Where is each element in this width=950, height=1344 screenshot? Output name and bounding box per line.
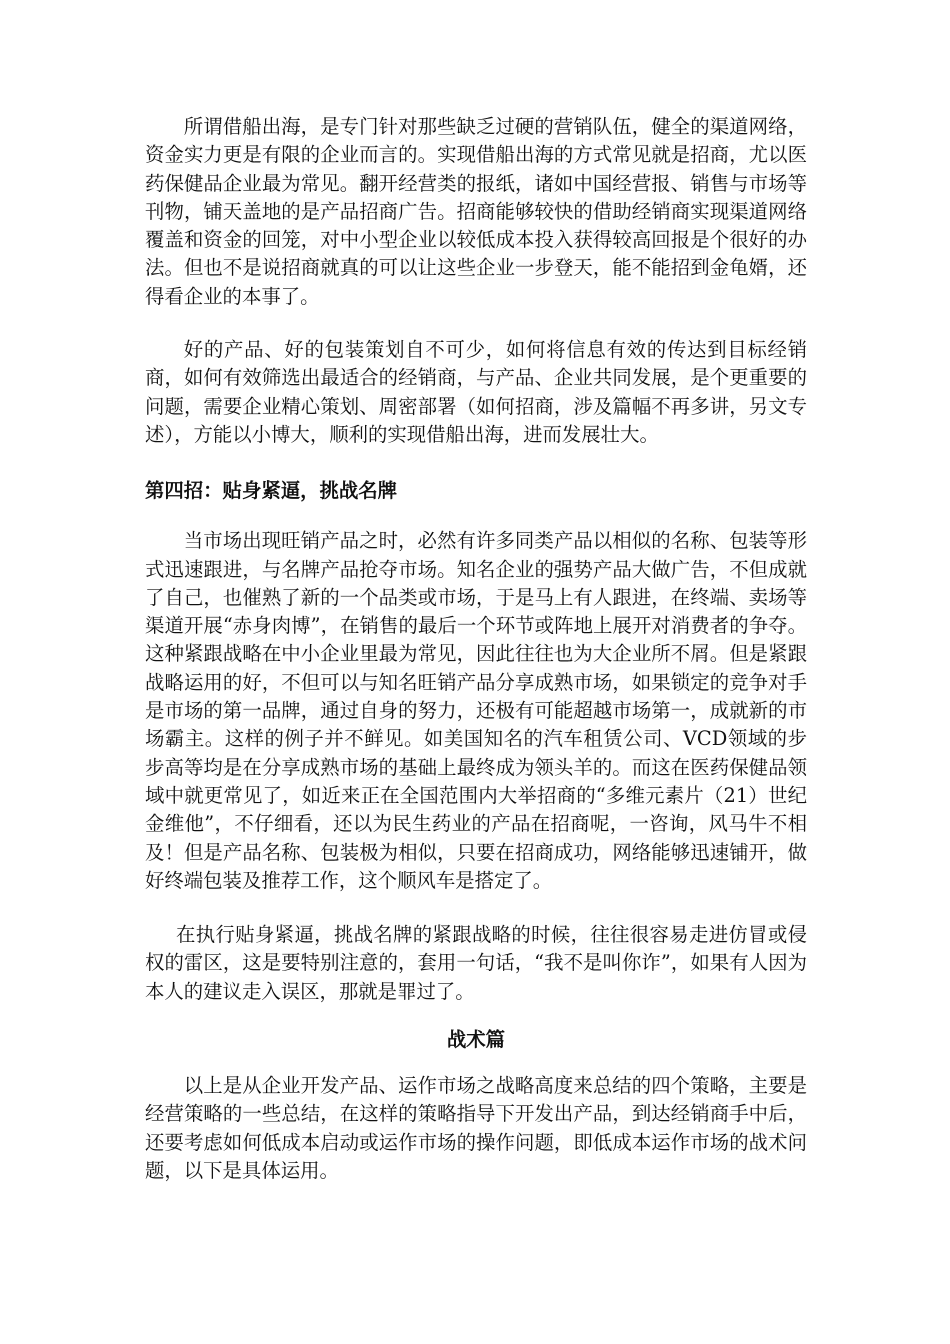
paragraph-borrow-ship: 所谓借船出海，是专门针对那些缺乏过硬的营销队伍，健全的渠道网络，资金实力更是有限的企业而言的。实现借船出海的方式常见就是招商，尤以医药保健品企业最为常见。翻开经营类的报纸，诸如中国经营报、销售与市场等刊物，铺天盖地的是产品招商广告。招商能够较快的借助经销商实现渠道网络覆盖和资金的回笼，对中小型企业以较低成本投入获得较高回报是个很好的办法。但也不是说招商就真的可以让这些企业一步登天，能不能招到金龟婿，还得看企业的本事了。 (145, 115, 807, 308)
paragraph-infringement-warning: 在执行贴身紧逼，挑战名牌的紧跟战略的时候，往往很容易走进仿冒或侵权的雷区，这是要特别注意的，套用一句话，“我不是叫你诈”，如果有人因为本人的建议走入误区，那就是罪过了。 (145, 923, 807, 1003)
section-heading-tactics: 战术篇 (446, 1028, 506, 1052)
document-page (145, 113, 807, 1185)
heading-fourth-move: 第四招：贴身紧逼，挑战名牌 (145, 479, 398, 503)
paragraph-tactics-intro: 以上是从企业开发产品、运作市场之战略高度来总结的四个策略，主要是经营策略的一些总结，在这样的策略指导下开发出产品，到达经销商手中后，还要考虑如何低成本启动或运作市场的操作问题，即低成本运作市场的战术问题，以下是具体运用。 (145, 1074, 807, 1182)
paragraph-packaging-strategy: 好的产品、好的包装策划自不可少，如何将信息有效的传达到目标经销商，如何有效筛选出最适合的经销商，与产品、企业共同发展，是个更重要的问题，需要企业精心策划、周密部署（如何招商，涉及篇幅不再多讲，另文专述），方能以小博大，顺利的实现借船出海，进而发展壮大。 (145, 338, 807, 446)
paragraph-follow-strategy: 当市场出现旺销产品之时，必然有许多同类产品以相似的名称、包装等形式迅速跟进，与名牌产品抢夺市场。知名企业的强势产品大做广告，不但成就了自己，也催熟了新的一个品类或市场，于是马上有人跟进，在终端、卖场等渠道开展“赤身肉博”，在销售的最后一个环节或阵地上展开对消费者的争夺。这种紧跟战略在中小企业里最为常见，因此往往也为大企业所不屑。但是紧跟战略运用的好，不但可以与知名旺销产品分享成熟市场，如果锁定的竞争对手是市场的第一品牌，通过自身的努力，还极有可能超越市场第一，成就新的市场霸主。这样的例子并不鲜见。如美国知名的汽车租赁公司、VCD领域的步步高等均是在分享成熟市场的基础上最终成为领头羊的。而这在医药保健品领域中就更常见了，如近来正在全国范围内大举招商的“多维元素片（21）世纪金维他”，不仔细看，还以为民生药业的产品在招商呢，一咨询，风马牛不相及！但是产品名称、包装极为相似，只要在招商成功，网络能够迅速铺开，做好终端包装及推荐工作，这个顺风车是搭定了。 (145, 529, 807, 892)
